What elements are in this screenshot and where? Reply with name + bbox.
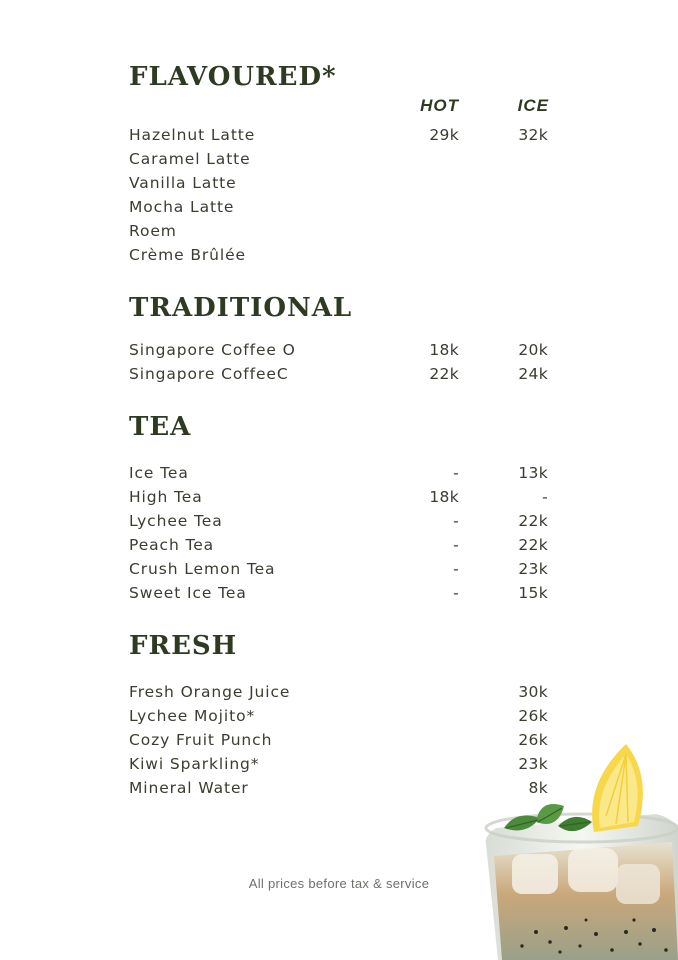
- drink-illustration: [476, 736, 678, 960]
- item-hot-price: 18k: [429, 341, 459, 359]
- item-name: Caramel Latte: [129, 150, 251, 168]
- item-ice-price: 22k: [518, 512, 548, 530]
- item-ice-price: 30k: [518, 683, 548, 701]
- item-ice-price: 8k: [528, 779, 548, 797]
- item-name: Singapore CoffeeC: [129, 365, 289, 383]
- flavoured-list: [129, 123, 550, 267]
- item-name: Mocha Latte: [129, 198, 235, 216]
- item-ice-price: 22k: [518, 536, 548, 554]
- item-hot-price: 18k: [429, 488, 459, 506]
- item-hot-price: -: [453, 584, 459, 602]
- traditional-list: [129, 338, 550, 386]
- item-name: Crush Lemon Tea: [129, 560, 276, 578]
- menu-item: [129, 147, 550, 171]
- menu-item: [129, 362, 550, 386]
- item-ice-price: 26k: [518, 731, 548, 749]
- menu-item: [129, 171, 550, 195]
- item-hot-price: 22k: [429, 365, 459, 383]
- item-name: Sweet Ice Tea: [129, 584, 247, 602]
- item-name: Fresh Orange Juice: [129, 683, 291, 701]
- menu-item: [129, 581, 550, 605]
- item-hot-price: -: [453, 536, 459, 554]
- item-ice-price: 32k: [518, 126, 548, 144]
- menu-item: [129, 509, 550, 533]
- item-name: Ice Tea: [129, 464, 189, 482]
- item-name: Kiwi Sparkling*: [129, 755, 260, 773]
- menu-item: [129, 123, 550, 147]
- item-name: Lychee Tea: [129, 512, 223, 530]
- item-name: Hazelnut Latte: [129, 126, 256, 144]
- item-hot-price: -: [453, 560, 459, 578]
- item-name: Singapore Coffee O: [129, 341, 296, 359]
- item-ice-price: 13k: [518, 464, 548, 482]
- item-ice-price: 15k: [518, 584, 548, 602]
- section-title-flavoured: FLAVOURED*: [129, 62, 337, 92]
- menu-item: [129, 338, 550, 362]
- item-name: Crème Brûlée: [129, 246, 246, 264]
- section-title-fresh: FRESH: [129, 631, 238, 661]
- item-name: Mineral Water: [129, 779, 249, 797]
- hot-column-header: HOT: [420, 96, 459, 115]
- footer-note: All prices before tax & service: [248, 876, 430, 891]
- menu-item: [129, 219, 550, 243]
- menu-item: [129, 533, 550, 557]
- menu-item: [129, 680, 550, 704]
- item-name: High Tea: [129, 488, 203, 506]
- item-ice-price: 23k: [518, 755, 548, 773]
- item-name: Roem: [129, 222, 177, 240]
- item-name: Cozy Fruit Punch: [129, 731, 273, 749]
- item-ice-price: -: [542, 488, 548, 506]
- menu-item: [129, 485, 550, 509]
- item-hot-price: -: [453, 512, 459, 530]
- menu-item: [129, 557, 550, 581]
- item-name: Lychee Mojito*: [129, 707, 256, 725]
- item-ice-price: 23k: [518, 560, 548, 578]
- menu-item: [129, 195, 550, 219]
- item-ice-price: 26k: [518, 707, 548, 725]
- item-ice-price: 24k: [518, 365, 548, 383]
- item-hot-price: 29k: [429, 126, 459, 144]
- item-name: Peach Tea: [129, 536, 215, 554]
- ice-column-header: ICE: [517, 96, 549, 115]
- menu-item: [129, 243, 550, 267]
- item-ice-price: 20k: [518, 341, 548, 359]
- tea-list: [129, 461, 550, 605]
- section-title-tea: TEA: [129, 412, 192, 442]
- item-hot-price: -: [453, 464, 459, 482]
- menu-item: [129, 461, 550, 485]
- section-title-traditional: TRADITIONAL: [129, 293, 353, 323]
- menu-item: [129, 704, 550, 728]
- item-name: Vanilla Latte: [129, 174, 237, 192]
